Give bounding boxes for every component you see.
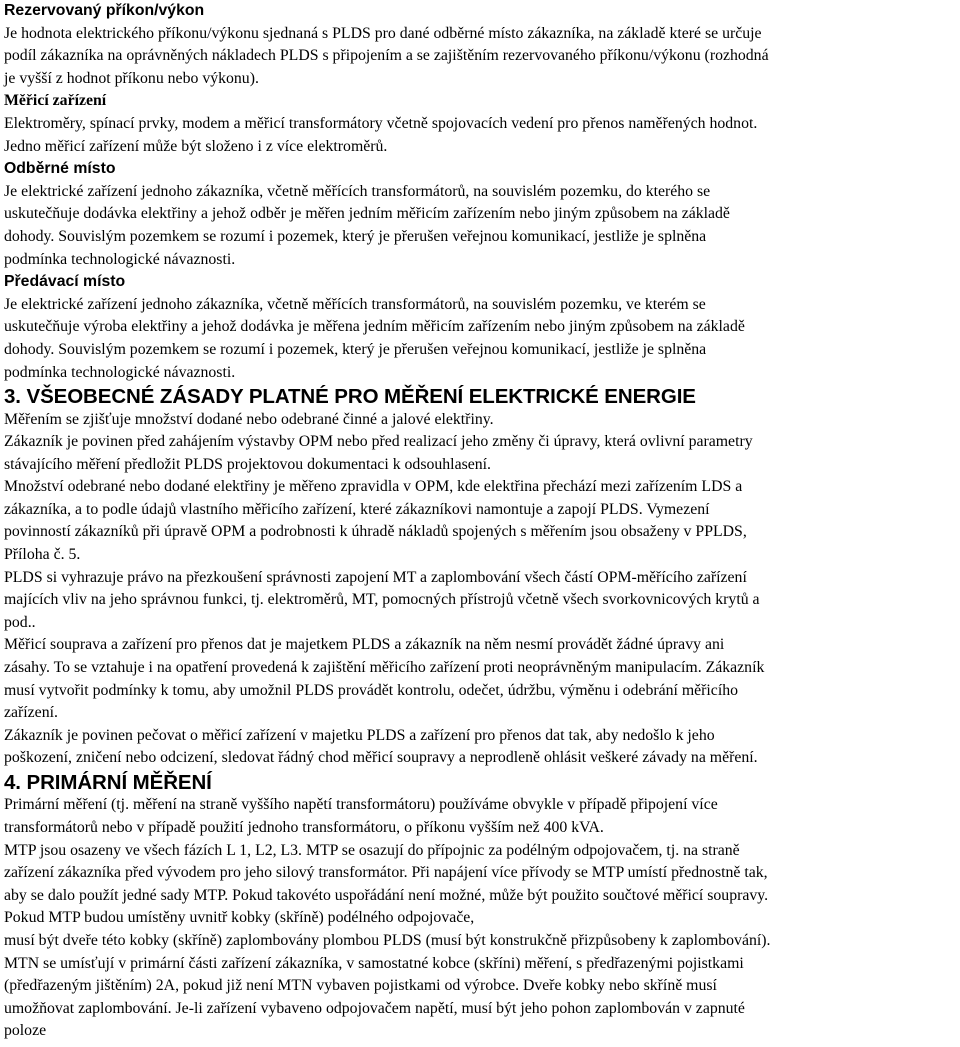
text-line: uskutečňuje dodávka elektřiny a jehož odběr je měřen jedním měřicím zařízením nebo jiným způsobem na základě	[4, 205, 730, 223]
section-vseobecne-zasady	[4, 385, 957, 770]
text-line: dohody. Souvislým pozemkem se rozumí i pozemek, který je přerušen veřejnou komunikací, jestliže je splněna	[4, 340, 707, 358]
text-line: Elektroměry, spínací prvky, modem a měřicí transformátory včetně spojovacích vedení pro přenos naměřených hodnot.	[4, 114, 758, 132]
text-line: Měřením se zjišťuje množství dodané nebo odebrané činné a jalové elektřiny.	[4, 410, 494, 428]
text-line: musí být dveře této kobky (skříně) zaplombovány plombou PLDS (musí být konstrukčně přizpůsobeny k zaplombování).	[4, 931, 771, 949]
text-line: podmínka technologické návaznosti.	[4, 363, 236, 381]
text-line: musí vytvořit podmínky k tomu, aby umožnil PLDS provádět kontrolu, odečet, údržbu, výměnu i odebrání měřicího	[4, 681, 738, 699]
text-line: majících vliv na jeho správnou funkci, tj. elektroměrů, MT, pomocných přístrojů včetně všech svorkovnicových krytů a	[4, 591, 760, 609]
text-line: podíl zákazníka na oprávněných nákladech PLDS s připojením a se zajištěním rezervovaného příkonu/výkonu (rozhodná	[4, 47, 769, 65]
text-line: pod..	[4, 613, 36, 631]
section-predavaci-misto	[4, 271, 957, 384]
text-line: Měřicí souprava a zařízení pro přenos dat je majetkem PLDS a zákazník na něm nesmí provádět žádné úpravy ani	[4, 636, 725, 654]
text-line: Příloha č. 5.	[4, 546, 81, 564]
text-line: poškození, zničení nebo odcizení, sledovat řádný chod měřicí soupravy a neprodleně ohlásit veškeré závady na měření.	[4, 749, 758, 767]
text-line: Množství odebrané nebo dodané elektřiny je měřeno zpravidla v OPM, kde elektřina přechází mezi zařízením LDS a	[4, 478, 743, 496]
text-line: Je hodnota elektrického příkonu/výkonu sjednaná s PLDS pro dané odběrné místo zákazníka, na základě které se určuje	[4, 24, 762, 42]
section-primarni-mereni	[4, 771, 957, 1043]
text-line: stávajícího měření předložit PLDS projektovou dokumentaci k odsouhlasení.	[4, 455, 491, 473]
section-heading: Měřicí zařízení	[4, 92, 107, 110]
text-line: zařízení.	[4, 704, 58, 722]
text-line: umožňovat zaplombování. Je-li zařízení vybaveno odpojovačem napětí, musí být jeho pohon zaplombován v zapnuté	[4, 999, 745, 1017]
text-line: Primární měření (tj. měření na straně vyššího napětí transformátoru) používáme obvykle v případě připojení více	[4, 796, 718, 814]
text-line: Pokud MTP budou umístěny uvnitř kobky (skříně) podélného odpojovače,	[4, 909, 475, 927]
section-rezervovany-prikon	[4, 0, 957, 90]
section-odberne-misto	[4, 158, 957, 271]
text-line: (předřazeným jištěním) 2A, pokud již není MTN vybaven pojistkami od výrobce. Dveře kobky nebo skříně musí	[4, 977, 717, 995]
text-line: MTP jsou osazeny ve všech fázích L 1, L2, L3. MTP se osazují do přípojnic za podélným odpojovačem, tj. na straně	[4, 841, 740, 859]
text-line: Je elektrické zařízení jednoho zákazníka, včetně měřících transformátorů, na souvislém pozemku, do kterého se	[4, 182, 711, 200]
text-line: Jedno měřicí zařízení může být složeno i z více elektroměrů.	[4, 137, 388, 155]
text-line: Zákazník je povinen před zahájením výstavby OPM nebo před realizací jeho změny či úpravy, která ovlivní parametry	[4, 433, 753, 451]
text-line: zařízení zákazníka před vývodem pro jeho silový transformátor. Při napájení více přívody se MTP umístí přednostně tak,	[4, 864, 768, 882]
chapter-heading: 3. VŠEOBECNÉ ZÁSADY PLATNÉ PRO MĚŘENÍ ELEKTRICKÉ ENERGIE	[4, 385, 696, 409]
text-line: Zákazník je povinen pečovat o měřicí zařízení v majetku PLDS a zařízení pro přenos dat tak, aby nedošlo k jeho	[4, 726, 715, 744]
text-line: Je elektrické zařízení jednoho zákazníka, včetně měřících transformátorů, na souvislém pozemku, ve kterém se	[4, 295, 706, 313]
section-heading: Předávací místo	[4, 273, 126, 291]
text-line: podmínka technologické návaznosti.	[4, 250, 236, 268]
text-line: uskutečňuje výroba elektřiny a jehož dodávka je měřena jedním měřicím zařízením nebo jiným způsobem na základě	[4, 318, 745, 336]
section-heading: Odběrné místo	[4, 160, 116, 178]
text-line: zásahy. To se vztahuje i na opatření provedená k zajištění měřicího zařízení proti neoprávněným manipulacím. Zákazník	[4, 659, 765, 677]
section-heading: Rezervovaný příkon/výkon	[4, 2, 205, 19]
text-line: aby se dalo použít jedné sady MTP. Pokud takovéto uspořádání není možné, může být použito součtové měřicí soupravy.	[4, 886, 769, 904]
text-line: transformátorů nebo v případě použití jednoho transformátoru, o příkonu vyšším než 400 kVA.	[4, 819, 604, 836]
text-line: MTN se umísťují v primární části zařízení zákazníka, v samostatné kobce (skříni) měření, s předřazenými pojistkami	[4, 954, 744, 972]
section-merici-zarizeni	[4, 90, 957, 158]
text-line: PLDS si vyhrazuje právo na přezkoušení správnosti zapojení MT a zaplombování všech částí OPM-měřícího zařízení	[4, 568, 747, 586]
text-line: zákazníka, a to podle údajů vlastního měřicího zařízení, které zákazníkovi namontuje a zapojí PLDS. Vymezení	[4, 500, 710, 518]
text-line: poloze	[4, 1022, 47, 1040]
text-line: dohody. Souvislým pozemkem se rozumí i pozemek, který je přerušen veřejnou komunikací, jestliže je splněna	[4, 227, 707, 245]
text-line: povinností zákazníků při úpravě OPM a podrobnosti k úhradě nákladů spojených s měřením jsou obsaženy v PPLDS,	[4, 523, 747, 541]
chapter-heading: 4. PRIMÁRNÍ MĚŘENÍ	[4, 771, 212, 794]
text-line: je vyšší z hodnot příkonu nebo výkonu).	[4, 69, 259, 87]
